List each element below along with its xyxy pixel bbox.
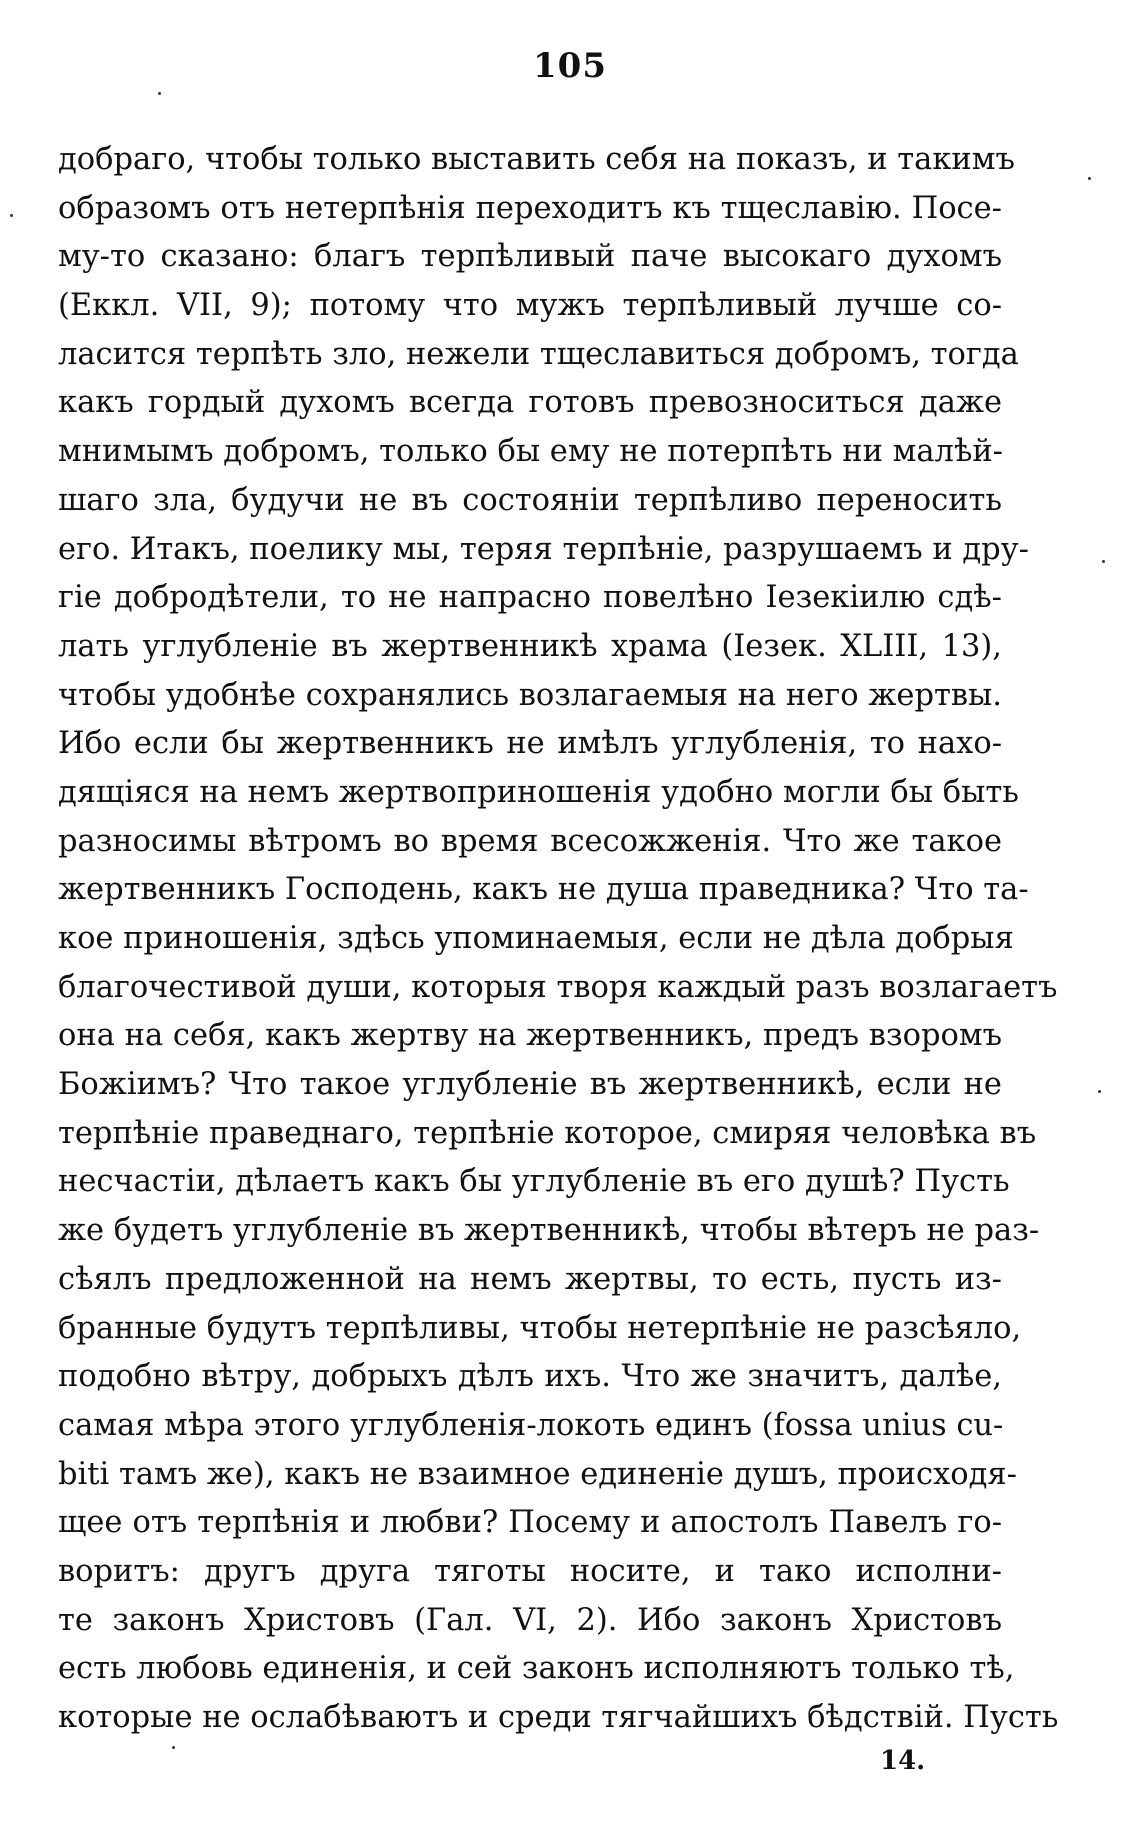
text-line: воритъ: другъ друга тяготы носите, и тако исполни- <box>58 1553 1002 1589</box>
text-line: благочестивой души, которыя творя каждый разъ возлагаетъ <box>58 969 1058 1005</box>
text-line: есть любовь единенія, и сей законъ исполняютъ только тѣ, <box>58 1651 1015 1687</box>
page-number: 105 <box>533 46 607 86</box>
text-line: biti тамъ же), какъ не взаимное единеніе душъ, происходя- <box>58 1456 1017 1492</box>
text-line: чтобы удобнѣе сохранялись возлагаемыя на него жертвы. <box>58 677 1002 713</box>
text-line: ласится терпѣть зло, нежели тщеславиться добромъ, тогда <box>58 336 1019 372</box>
text-line: шаго зла, будучи не въ состояніи терпѣливо переносить <box>58 482 1002 518</box>
text-line: сѣялъ предложенной на немъ жертвы, то есть, пусть из- <box>58 1261 1002 1297</box>
body-text <box>58 136 1059 1743</box>
text-line: его. Итакъ, поелику мы, теряя терпѣніе, разрушаемъ и дру- <box>58 531 1029 567</box>
text-line: разносимы вѣтромъ во время всесожженія. Что же такое <box>58 823 1002 859</box>
print-speck <box>1098 1090 1101 1093</box>
text-line: терпѣніе праведнаго, терпѣніе которое, смиряя человѣка въ <box>58 1115 1037 1151</box>
text-line: Божіимъ? Что такое углубленіе въ жертвенникѣ, если не <box>58 1067 1002 1103</box>
text-line: Ибо если бы жертвенникъ не имѣлъ углубленія, то нахо- <box>58 726 1002 762</box>
text-line: какъ гордый духомъ всегда готовъ превозноситься даже <box>58 385 1002 421</box>
print-speck <box>1102 560 1105 563</box>
text-line: добраго, чтобы только выставить себя на показъ, и такимъ <box>58 142 1015 177</box>
text-line: кое приношенія, здѣсь упоминаемыя, если не дѣла добрыя <box>58 921 1014 956</box>
text-line: подобно вѣтру, добрыхъ дѣлъ ихъ. Что же значитъ, далѣе, <box>58 1359 1002 1395</box>
text-line: она на себя, какъ жертву на жертвенникъ, предъ взоромъ <box>58 1018 1002 1054</box>
text-line: несчастіи, дѣлаетъ какъ бы углубленіе въ его душѣ? Пусть <box>58 1164 1010 1200</box>
text-line: самая мѣра этого углубленія-локоть единъ (fossa unius cu- <box>58 1407 1004 1443</box>
text-line: му-то сказано: благъ терпѣливый паче высокаго духомъ <box>58 239 1002 275</box>
text-line: щее отъ терпѣнія и любви? Посему и апостолъ Павелъ го- <box>58 1505 1002 1541</box>
text-line: же будетъ углубленіе въ жертвенникѣ, чтобы вѣтеръ не раз- <box>58 1213 1040 1249</box>
text-line: которые не ослабѣваютъ и среди тягчайшихъ бѣдствій. Пусть <box>58 1700 1059 1735</box>
text-line: гіе добродѣтели, то не напрасно повелѣно Іезекіилю сдѣ- <box>58 580 1002 616</box>
print-speck <box>172 1746 175 1749</box>
text-line: мнимымъ добромъ, только бы ему не потерпѣть ни малѣй- <box>58 434 1003 470</box>
text-line: дящіяся на немъ жертвоприношенія удобно могли бы быть <box>58 774 1019 810</box>
print-speck <box>158 92 161 95</box>
text-line: лать углубленіе въ жертвенникѣ храма (Іезек. XLIII, 13), <box>58 628 1002 664</box>
print-speck <box>1088 177 1091 180</box>
text-line: (Еккл. VII, 9); потому что мужъ терпѣливый лучше со- <box>58 288 1002 324</box>
text-line: бранные будутъ терпѣливы, чтобы нетерпѣніе не разсѣяло, <box>58 1310 1022 1346</box>
text-line: образомъ отъ нетерпѣнія переходитъ къ тщеславію. Посе- <box>58 190 1002 226</box>
signature-mark: 14. <box>880 1746 926 1776</box>
text-line: жертвенникъ Господень, какъ не душа праведника? Что та- <box>58 872 1029 908</box>
print-speck <box>10 214 13 217</box>
text-line: те законъ Христовъ (Гал. VI, 2). Ибо законъ Христовъ <box>58 1602 1002 1638</box>
